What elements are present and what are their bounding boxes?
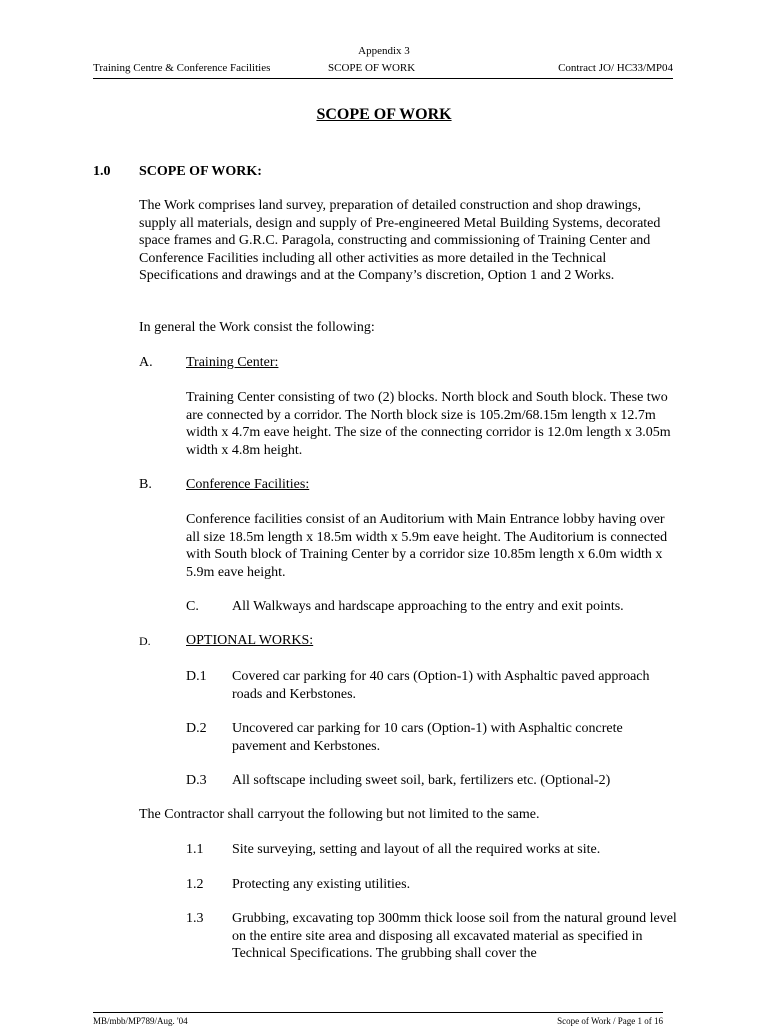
header-section-title: SCOPE OF WORK bbox=[328, 62, 416, 74]
d3-number: D.3 bbox=[186, 773, 207, 788]
footer-reference: MB/mbb/MP789/Aug. '04 bbox=[93, 1016, 188, 1026]
d1-text: Covered car parking for 40 cars (Option-1) with Asphaltic paved approach roads and Kerbstones. bbox=[232, 669, 650, 702]
d3-text: All softscape including sweet soil, bark, fertilizers etc. (Optional-2) bbox=[232, 773, 611, 788]
item-a-text: Training Center consisting of two (2) blocks. North block and South block. These two are connected by a corridor. The North block size is 105.2m/68.15m length x 12.7m width x 4.7m eave height. The size of the connecting corridor is 12.0m length x 3.05m width x 4.8m height. bbox=[186, 390, 671, 458]
d2-number: D.2 bbox=[186, 721, 207, 736]
item-c-letter: C. bbox=[186, 599, 199, 614]
work-1-2-number: 1.2 bbox=[186, 877, 204, 892]
header-contract-number: Contract JO/ HC33/MP04 bbox=[558, 62, 673, 74]
work-1-2-text: Protecting any existing utilities. bbox=[232, 877, 411, 892]
section-number: 1.0 bbox=[93, 164, 111, 179]
item-d-letter: D. bbox=[139, 634, 151, 648]
footer-page-number: Scope of Work / Page 1 of 16 bbox=[557, 1016, 663, 1026]
work-1-1-number: 1.1 bbox=[186, 842, 204, 857]
work-1-1-text: Site surveying, setting and layout of all the required works at site. bbox=[232, 842, 601, 857]
general-paragraph: In general the Work consist the following: bbox=[139, 320, 375, 335]
document-title: SCOPE OF WORK bbox=[316, 106, 452, 123]
item-b-letter: B. bbox=[139, 477, 152, 492]
item-c-text: All Walkways and hardscape approaching to the entry and exit points. bbox=[232, 599, 624, 614]
work-1-3-number: 1.3 bbox=[186, 911, 204, 926]
running-header bbox=[93, 60, 673, 79]
work-1-3-text: Grubbing, excavating top 300mm thick loose soil from the natural ground level on the entire site area and disposing all excavated material as specified in Technical Specifications. The grubbing shall cover the bbox=[232, 911, 677, 961]
item-a-letter: A. bbox=[139, 355, 153, 370]
item-b-heading: Conference Facilities: bbox=[186, 477, 310, 492]
item-a-heading: Training Center: bbox=[186, 355, 279, 370]
item-b-text: Conference facilities consist of an Auditorium with Main Entrance lobby having over all size 18.5m length x 18.5m width x 5.9m eave height. The Auditorium is connected with South block of Training Center by a corridor size 10.85m length x 6.0m width x 5.9m eave height. bbox=[186, 512, 668, 580]
header-project-title: Training Centre & Conference Facilities bbox=[93, 62, 271, 74]
d2-text: Uncovered car parking for 10 cars (Option-1) with Asphaltic concrete pavement and Kerbstones. bbox=[232, 721, 623, 754]
intro-paragraph: The Work comprises land survey, preparation of detailed construction and shop drawings, supply all materials, design and supply of Pre-engineered Metal Building Systems, decorated space frames and G.R.C. Paragola, constructing and commissioning of Training Center and Conference Facilities including all other activities as more detailed in the Technical Specifications and drawings and at the Company’s discretion, Option 1 and 2 Works. bbox=[139, 198, 661, 283]
item-d-heading: OPTIONAL WORKS: bbox=[186, 633, 314, 648]
d1-number: D.1 bbox=[186, 669, 207, 684]
contractor-paragraph: The Contractor shall carryout the following but not limited to the same. bbox=[139, 807, 540, 822]
appendix-label: Appendix 3 bbox=[358, 45, 410, 57]
section-title: SCOPE OF WORK: bbox=[139, 164, 262, 179]
page-footer bbox=[93, 1012, 663, 1026]
